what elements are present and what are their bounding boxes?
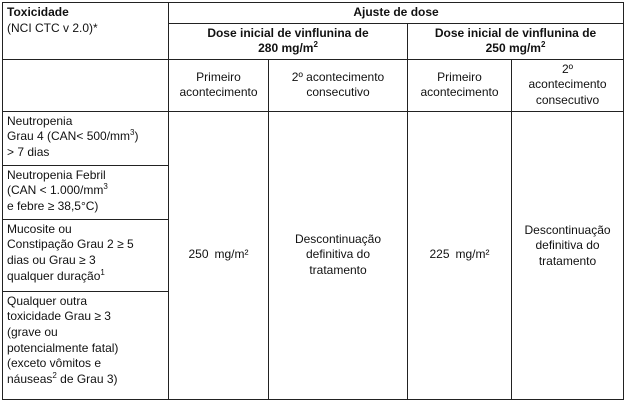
row-text: e febre ≥ 38,5°C) xyxy=(7,198,99,213)
row-text: toxicidade Grau ≥ 3 xyxy=(7,309,111,324)
toxicity-subtitle: (NCI CTC v 2.0)* xyxy=(7,20,98,35)
dose-adjustment-header: Ajuste de dose xyxy=(169,3,624,24)
row-text: náuseas xyxy=(7,371,53,386)
first-event-250-line2: acontecimento xyxy=(420,85,499,100)
toxicity-neutropenia xyxy=(3,111,169,165)
discontinue-250-line3: tratamento xyxy=(538,254,597,269)
first-event-250-header xyxy=(408,59,512,111)
row-text: qualquer duração xyxy=(7,268,101,283)
dose-adjustment-table xyxy=(2,2,624,400)
row-text: (exceto vômitos e xyxy=(7,356,102,371)
row-text: Constipação Grau 2 ≥ 5 xyxy=(7,237,134,252)
value-250-unit: mg/m² xyxy=(455,247,490,262)
row-text: ) xyxy=(134,129,139,144)
first-event-280-line2: acontecimento xyxy=(179,85,258,100)
row-sup: 2 xyxy=(52,370,57,380)
dose-250-header xyxy=(408,23,624,59)
dose-280-header-line2: 280 mg/m xyxy=(258,41,314,56)
row-text: Neutropenia Febril xyxy=(7,167,106,182)
toxicity-header-cell xyxy=(3,3,169,60)
discontinue-280 xyxy=(269,111,408,399)
row-sup: 3 xyxy=(103,182,108,192)
row-text: Neutropenia xyxy=(7,113,73,128)
dose-280-header-line1: Dose inicial de vinflunina de xyxy=(207,25,369,40)
discontinue-250-line1: Descontinuação xyxy=(524,222,611,237)
dose-280-header-sup: 2 xyxy=(313,40,318,50)
row-text: Mucosite ou xyxy=(7,221,72,236)
value-280-first xyxy=(169,111,269,399)
toxicity-other-grade3 xyxy=(3,291,169,399)
first-event-250-line1: Primeiro xyxy=(437,69,482,84)
discontinue-280-line2: definitiva do xyxy=(305,247,371,262)
consecutive-event-250-line1: 2º xyxy=(561,61,574,76)
consecutive-event-250-line3: consecutivo xyxy=(535,93,600,108)
row-text: potencialmente fatal) xyxy=(7,340,119,355)
consecutive-event-250-header xyxy=(512,59,624,111)
discontinue-280-line3: tratamento xyxy=(309,263,367,278)
consecutive-event-280-header xyxy=(269,59,408,111)
row-sup: 1 xyxy=(100,267,105,277)
toxicity-title: Toxicidade xyxy=(7,5,69,19)
row-text: (CAN < 1.000/mm xyxy=(7,183,104,198)
value-250-number: 225 xyxy=(429,247,450,262)
dose-250-header-sup: 2 xyxy=(540,40,546,50)
row-text: > 7 dias xyxy=(7,144,50,159)
first-event-280-line1: Primeiro xyxy=(196,69,241,84)
toxicity-mucositis-constipation xyxy=(3,219,169,291)
dose-250-header-line1: Dose inicial de vinflunina de xyxy=(434,25,597,40)
row-text: de Grau 3) xyxy=(56,371,118,386)
dose-280-header xyxy=(169,23,408,59)
value-250-first xyxy=(408,111,512,399)
discontinue-250 xyxy=(512,111,624,399)
toxicity-febrile-neutropenia xyxy=(3,165,169,219)
consecutive-event-280-line1: 2º acontecimento xyxy=(291,69,385,84)
empty-cell xyxy=(3,59,169,111)
discontinue-280-line1: Descontinuação xyxy=(294,231,382,246)
dose-250-header-line2: 250 mg/m xyxy=(485,41,541,56)
row-text: dias ou Grau ≥ 3 xyxy=(7,252,96,267)
row-sup: 3 xyxy=(130,128,135,138)
row-text: Qualquer outra xyxy=(7,293,88,308)
discontinue-250-line2: definitiva do xyxy=(535,238,600,253)
row-text: (grave ou xyxy=(7,324,58,339)
consecutive-event-250-line2: acontecimento xyxy=(528,77,607,92)
consecutive-event-280-line2: consecutivo xyxy=(306,85,370,100)
row-text: Grau 4 (CAN< 500/mm xyxy=(7,129,131,144)
value-280-unit: mg/m² xyxy=(214,247,249,262)
value-280-number: 250 xyxy=(188,247,209,262)
first-event-280-header xyxy=(169,59,269,111)
